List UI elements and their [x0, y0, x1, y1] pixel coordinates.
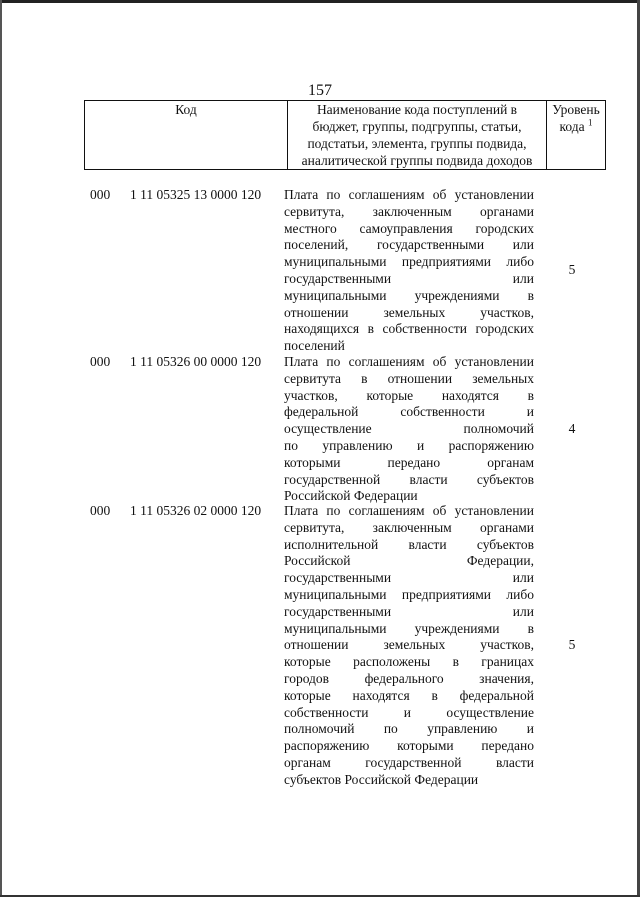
description-line: которые находятся в федеральной	[284, 687, 534, 703]
description-line: муниципальными учреждениями в	[284, 620, 534, 636]
income-description	[284, 503, 534, 789]
description-line: распоряжению которыми передано	[284, 738, 534, 754]
admin-code: 000	[90, 354, 111, 369]
description-line: муниципальными предприятиями либо	[284, 586, 534, 602]
description-line: поселений	[284, 338, 345, 354]
admin-code: 000	[90, 503, 111, 518]
description-line: Российской Федерации	[284, 488, 418, 504]
income-description	[284, 187, 534, 355]
description-line: Плата по соглашениям об установлении	[284, 354, 534, 369]
description-line: городов федерального значения,	[284, 670, 534, 686]
scan-edge-left	[0, 0, 2, 897]
header-name-line: подстатьи, элемента, группы подвида,	[307, 136, 527, 151]
description-line: Плата по соглашениям об установлении	[284, 187, 534, 202]
description-line: поселений, государственными или	[284, 237, 534, 253]
header-level-line	[549, 118, 603, 135]
header-name-line: Наименование кода поступлений в	[316, 102, 518, 117]
header-name-line: бюджет, группы, подгруппы, статьи,	[312, 119, 522, 134]
description-line: государственной власти субъектов	[284, 471, 534, 487]
header-name-line: аналитической группы подвида доходов	[301, 153, 533, 168]
header-level-line: Уровень	[552, 102, 600, 117]
description-line: Плата по соглашениям об установлении	[284, 503, 534, 518]
page-number: 157	[308, 82, 332, 99]
header-level	[547, 101, 606, 170]
header-code: Код	[85, 101, 288, 170]
description-line: федеральной собственности и	[284, 404, 534, 420]
description-line: по управлению и распоряжению	[284, 437, 534, 453]
description-line: государственными или	[284, 570, 534, 586]
code-level: 5	[568, 637, 576, 652]
code-level: 5	[568, 262, 576, 277]
code-level: 4	[568, 421, 576, 436]
description-line: сервитута, заключенным органами	[284, 203, 534, 219]
description-line: которые расположены в границах	[284, 654, 534, 670]
description-line: местного самоуправления городских	[284, 220, 534, 236]
description-line: отношении земельных участков,	[284, 637, 534, 653]
budget-code: 1 11 05325 13 0000 120	[130, 187, 262, 202]
description-line: сервитута, заключенным органами	[284, 519, 534, 535]
description-line: исполнительной власти субъектов	[284, 536, 534, 552]
description-line: Российской Федерации,	[284, 553, 534, 569]
description-line: участков, которые находятся в	[284, 387, 534, 403]
income-code	[90, 354, 280, 371]
table-header	[84, 100, 606, 170]
description-line: сервитута в отношении земельных	[284, 370, 534, 386]
description-line: находящихся в собственности городских	[284, 321, 534, 337]
description-line: собственности и осуществление	[284, 704, 534, 720]
income-code	[90, 187, 280, 204]
description-line: осуществление полномочий	[284, 421, 534, 437]
income-description	[284, 354, 534, 505]
header-level-text: кода	[559, 119, 585, 134]
description-line: муниципальными предприятиями либо	[284, 254, 534, 270]
budget-code: 1 11 05326 02 0000 120	[130, 503, 262, 518]
budget-code: 1 11 05326 00 0000 120	[130, 354, 262, 369]
header-name	[288, 101, 547, 170]
admin-code: 000	[90, 187, 111, 202]
description-line: отношении земельных участков,	[284, 304, 534, 320]
description-line: субъектов Российской Федерации	[284, 771, 479, 787]
description-line: государственными или	[284, 603, 534, 619]
description-line: полномочий по управлению и	[284, 721, 534, 737]
scan-edge-top	[0, 0, 640, 3]
footnote-marker: 1	[587, 117, 593, 128]
description-line: муниципальными учреждениями в	[284, 287, 534, 303]
description-line: государственными или	[284, 270, 534, 286]
income-code	[90, 503, 280, 520]
description-line: которыми передано органам	[284, 454, 534, 470]
description-line: органам государственной власти	[284, 754, 534, 770]
